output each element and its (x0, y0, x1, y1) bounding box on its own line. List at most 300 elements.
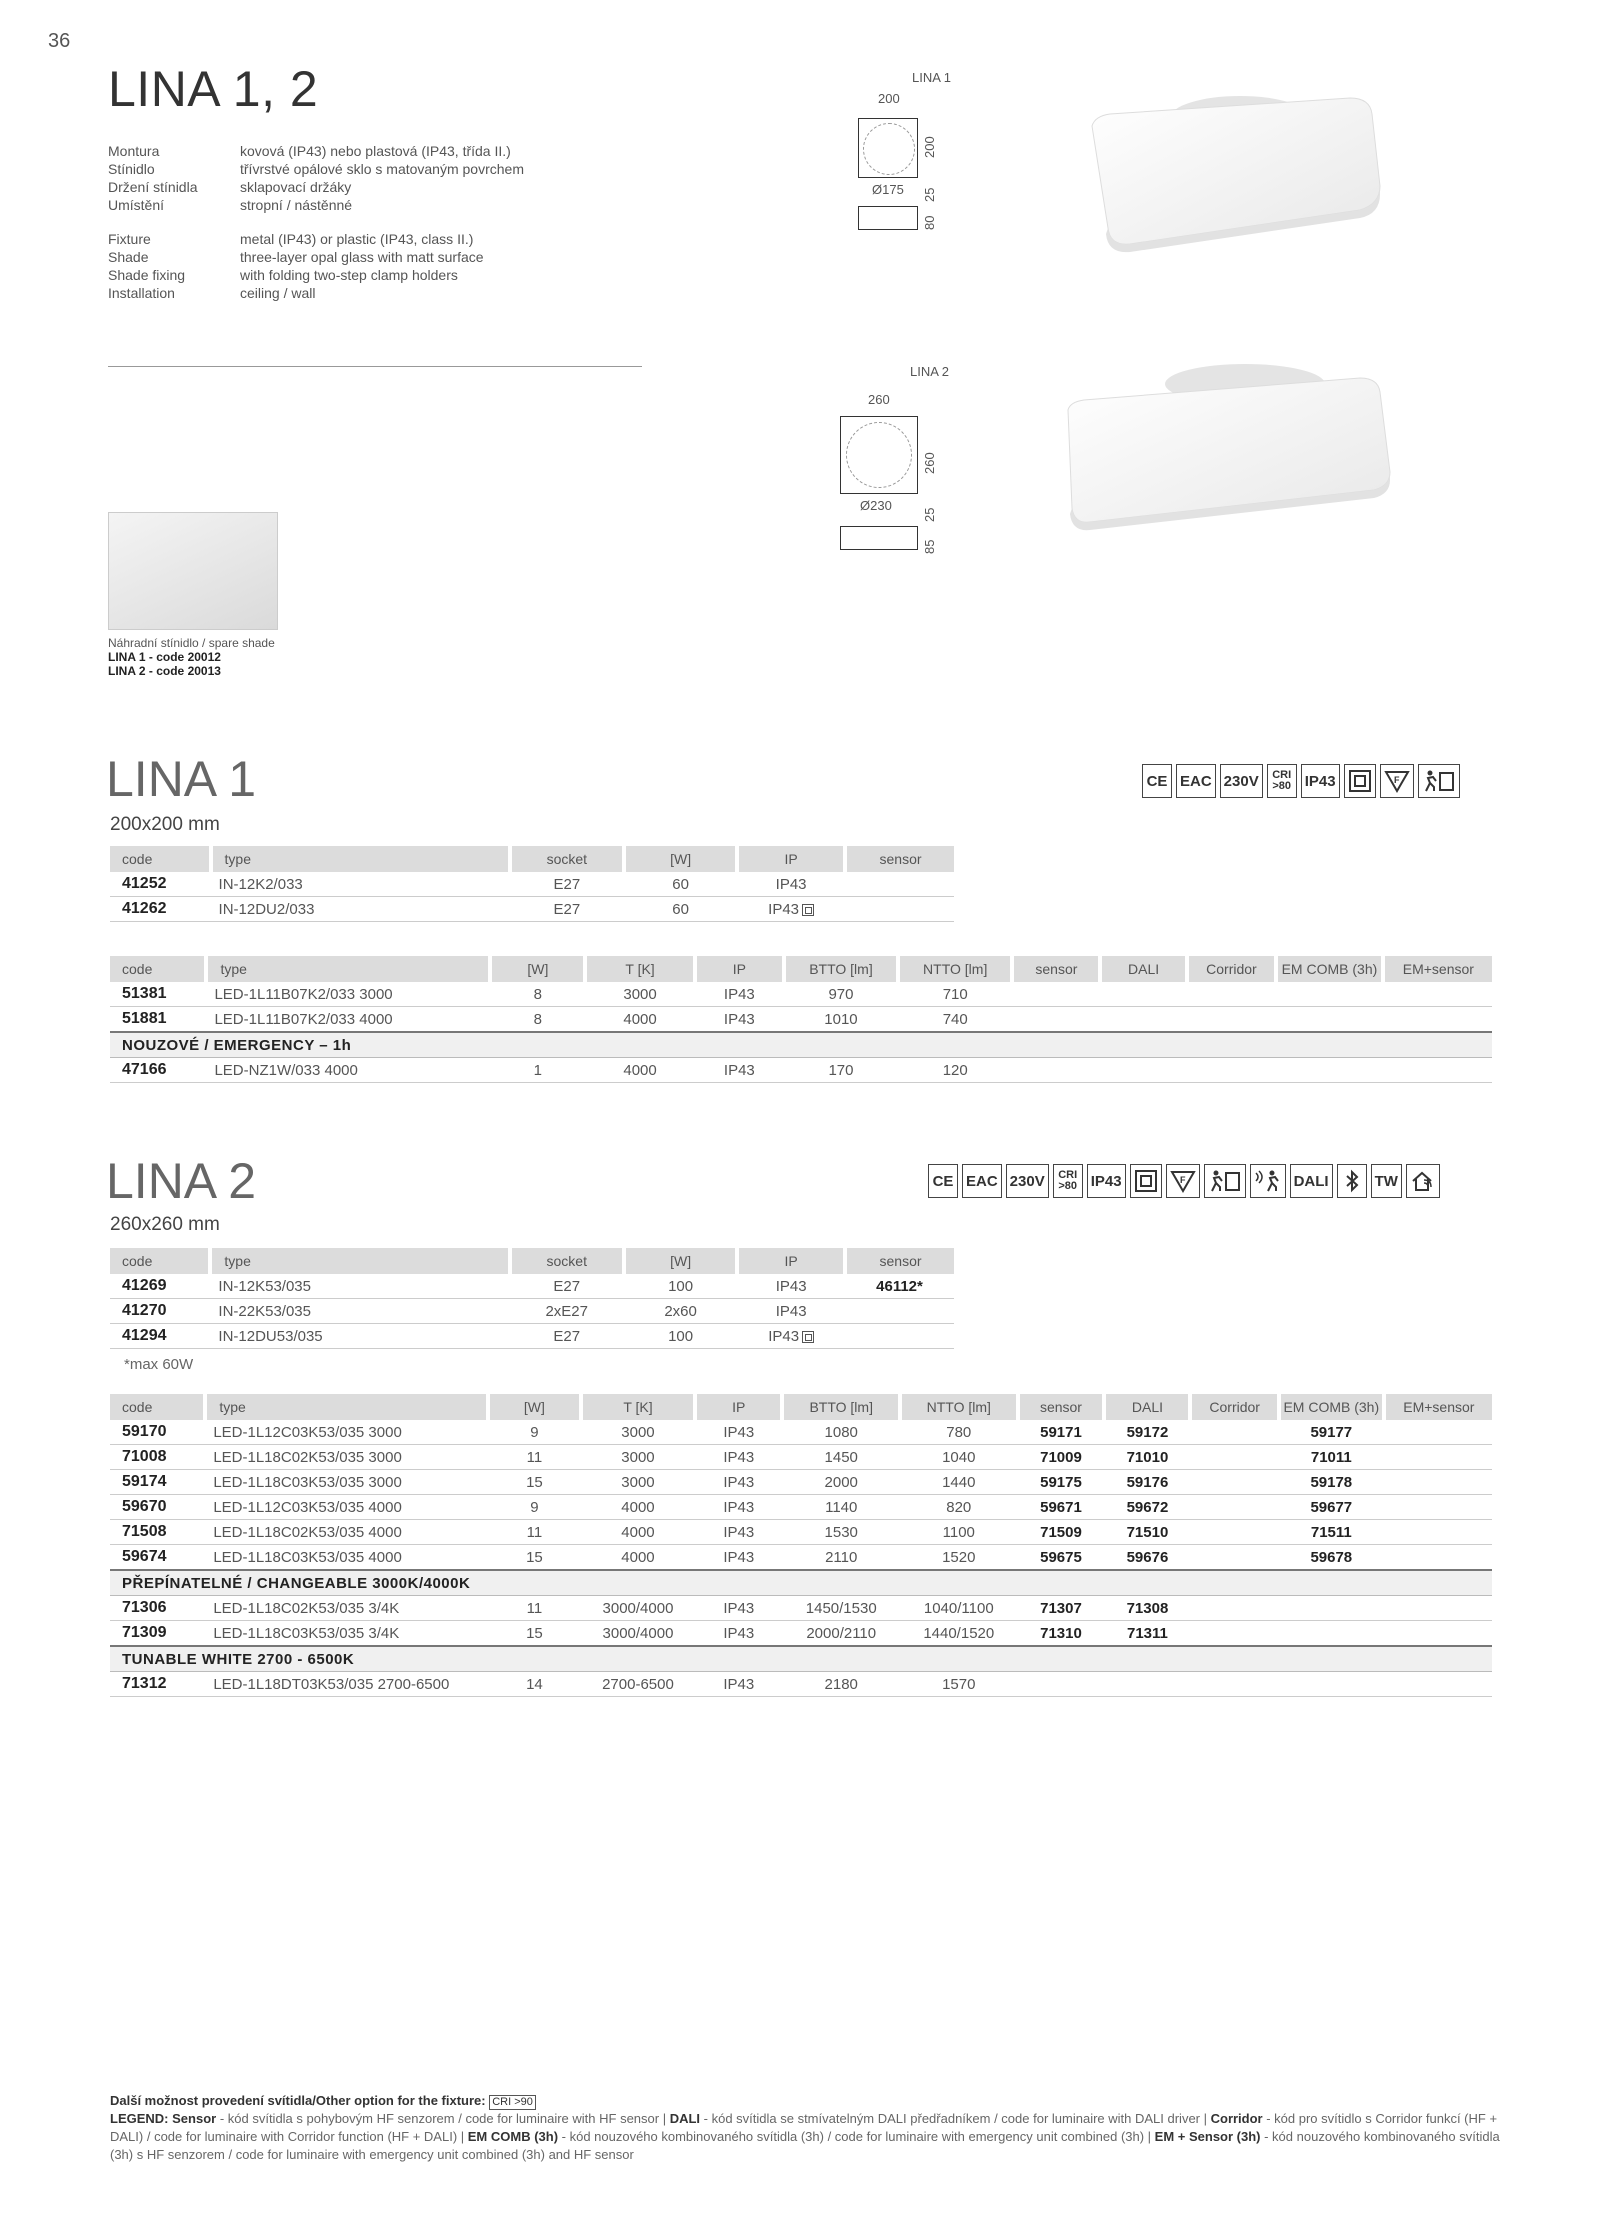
wattage: 60 (624, 897, 737, 922)
column-header: Corridor (1190, 1394, 1278, 1420)
ip-rating: IP43 (737, 897, 845, 922)
product-type: IN-12K53/035 (210, 1274, 509, 1299)
band-label: PŘEPÍNATELNÉ / CHANGEABLE 3000K/4000K (110, 1570, 1492, 1596)
spec-cz-row (108, 142, 524, 160)
column-header: code (110, 1394, 205, 1420)
column-header: BTTO [lm] (784, 956, 898, 982)
lina-1-bulb-table (110, 846, 954, 922)
cri-80-icon: CRI >80 (1267, 764, 1297, 798)
btto-lumen: 1140 (782, 1495, 900, 1520)
em-sensor-code (1384, 1420, 1492, 1445)
product-type: LED-1L18C02K53/035 3/4K (205, 1596, 488, 1621)
spec-cz-key: Držení stínidla (108, 179, 198, 195)
wattage: 8 (490, 982, 585, 1007)
sensor-code (845, 1299, 954, 1324)
dali-code: 71311 (1104, 1621, 1190, 1647)
ntto-lumen: 1100 (900, 1520, 1018, 1545)
ntto-lumen: 740 (898, 1007, 1012, 1033)
wattage: 9 (488, 1420, 581, 1445)
ntto-lumen: 1440/1520 (900, 1621, 1018, 1647)
column-header: sensor (845, 1248, 954, 1274)
em-comb-code (1276, 1058, 1383, 1083)
drawing-width: 260 (868, 392, 890, 407)
ip-rating: IP43 (695, 1470, 782, 1495)
em-comb-code: 71011 (1279, 1445, 1384, 1470)
em-sensor-code (1384, 1445, 1492, 1470)
spec-en-row (108, 230, 524, 248)
f-mark-icon (1166, 1164, 1200, 1198)
wattage: 100 (624, 1324, 737, 1349)
product-type: LED-1L18C03K53/035 3000 (205, 1470, 488, 1495)
spec-en-value: metal (IP43) or plastic (IP43, class II.) (240, 231, 474, 247)
sensor-code: 71009 (1018, 1445, 1105, 1470)
spare-shade-line3: LINA 2 - code 20013 (108, 664, 221, 678)
btto-lumen: 2000 (782, 1470, 900, 1495)
drawing-depth-2: 80 (922, 215, 937, 230)
drawing-depth-1: 25 (922, 507, 937, 522)
ntto-lumen: 1040 (900, 1445, 1018, 1470)
lina-1-title: LINA 1 (106, 751, 257, 807)
legend-ems-label: EM + Sensor (3h) (1154, 2129, 1261, 2144)
dali-code: 71308 (1104, 1596, 1190, 1621)
spec-cz-row (108, 160, 524, 178)
btto-lumen: 170 (784, 1058, 898, 1083)
legend-ems-text: - kód nouzového kombinovaného svítidla (3h) s HF senzorem / code for luminaire with emergency unit combined (3h) and HF sensor (110, 2129, 1500, 2162)
product-type: LED-1L11B07K2/033 4000 (206, 1007, 490, 1033)
product-code: 41262 (110, 897, 211, 922)
lina-1-photo (1080, 86, 1400, 256)
dali-code: 59676 (1104, 1545, 1190, 1571)
wattage: 60 (624, 872, 737, 897)
drawing-height: 260 (922, 452, 937, 474)
color-temperature: 3000/4000 (581, 1621, 695, 1647)
ntto-lumen: 1520 (900, 1545, 1018, 1571)
product-code: 41294 (110, 1324, 210, 1349)
color-temperature: 4000 (581, 1545, 695, 1571)
corridor-code (1190, 1545, 1278, 1571)
lina-2-certification-icons (928, 1164, 1440, 1198)
column-header: [W] (488, 1394, 581, 1420)
ntto-lumen: 820 (900, 1495, 1018, 1520)
em-comb-code (1279, 1621, 1384, 1647)
wattage: 11 (488, 1520, 581, 1545)
sensor-code: 71307 (1018, 1596, 1105, 1621)
em-sensor-code (1384, 1621, 1492, 1647)
ntto-lumen: 710 (898, 982, 1012, 1007)
em-sensor-code (1383, 1058, 1492, 1083)
column-header: [W] (624, 1248, 737, 1274)
product-code: 41252 (110, 872, 211, 897)
product-type: LED-1L12C03K53/035 3000 (205, 1420, 488, 1445)
btto-lumen: 1530 (782, 1520, 900, 1545)
table-header-row (110, 846, 954, 872)
column-header: NTTO [lm] (898, 956, 1012, 982)
table-row (110, 1299, 954, 1324)
specifications (108, 142, 524, 302)
column-header: sensor (1012, 956, 1100, 982)
wattage: 14 (488, 1672, 581, 1697)
section-band (110, 1646, 1492, 1672)
column-header: T [K] (585, 956, 695, 982)
svg-text:F: F (1179, 1175, 1186, 1185)
color-temperature: 3000/4000 (581, 1596, 695, 1621)
lina-1-size: 200x200 mm (110, 814, 220, 835)
sensor-code (845, 897, 954, 922)
wattage: 9 (488, 1495, 581, 1520)
socket: E27 (510, 872, 624, 897)
socket: 2xE27 (510, 1299, 624, 1324)
drawing-label: LINA 1 (912, 70, 952, 85)
emergency-exit-icon (1204, 1164, 1246, 1198)
column-header: EM COMB (3h) (1276, 956, 1383, 982)
column-header: code (110, 956, 206, 982)
page-number: 36 (48, 30, 71, 52)
spare-shade-line2: LINA 1 - code 20012 (108, 650, 221, 664)
spec-en-row (108, 266, 524, 284)
class-ii-icon (1344, 764, 1376, 798)
table-row (110, 872, 954, 897)
ip-rating: IP43 (695, 1672, 782, 1697)
column-header: type (206, 956, 490, 982)
color-temperature: 4000 (585, 1058, 695, 1083)
product-type: LED-1L18DT03K53/035 2700-6500 (205, 1672, 488, 1697)
spare-shade-image (108, 512, 278, 630)
lina-2-bulb-table (110, 1248, 954, 1349)
wattage: 100 (624, 1274, 737, 1299)
corridor-code (1187, 982, 1276, 1007)
wattage: 15 (488, 1545, 581, 1571)
lina-1-certification-icons (1142, 764, 1460, 798)
em-sensor-code (1383, 982, 1492, 1007)
product-type: IN-12K2/033 (211, 872, 510, 897)
column-header: type (205, 1394, 488, 1420)
column-header: socket (510, 1248, 624, 1274)
column-header: IP (695, 1394, 782, 1420)
spec-en-key: Shade (108, 249, 149, 265)
table-header-row (110, 1248, 954, 1274)
ntto-lumen: 780 (900, 1420, 1018, 1445)
color-temperature: 2700-6500 (581, 1672, 695, 1697)
ip-rating: IP43 (695, 1621, 782, 1647)
btto-lumen: 2000/2110 (782, 1621, 900, 1647)
legend-em-label: EM COMB (3h) (467, 2129, 559, 2144)
sensor-code: 46112* (845, 1274, 954, 1299)
product-code: 41269 (110, 1274, 210, 1299)
wattage: 11 (488, 1445, 581, 1470)
table-row (110, 1470, 1492, 1495)
table-row (110, 1545, 1492, 1571)
product-code: 71312 (110, 1672, 205, 1697)
spec-cz-key: Stínidlo (108, 161, 155, 177)
ip-rating: IP43 (695, 1495, 782, 1520)
class-ii-icon (1130, 1164, 1162, 1198)
legend-label: LEGEND: (110, 2111, 169, 2126)
ip-rating: IP43 (695, 1007, 784, 1033)
column-header: IP (695, 956, 784, 982)
230v-icon: 230V (1220, 764, 1263, 798)
sensor-code: 71509 (1018, 1520, 1105, 1545)
column-header: T [K] (581, 1394, 695, 1420)
spec-en-key: Shade fixing (108, 267, 186, 283)
table-row (110, 1420, 1492, 1445)
spec-cz-value: sklapovací držáky (240, 179, 352, 195)
table-row (110, 1324, 954, 1349)
band-label: TUNABLE WHITE 2700 - 6500K (110, 1646, 1492, 1672)
dali-code (1100, 1058, 1186, 1083)
dali-code: 59176 (1104, 1470, 1190, 1495)
ntto-lumen: 1040/1100 (900, 1596, 1018, 1621)
drawing-lina-2 (834, 360, 974, 560)
corridor-code (1190, 1596, 1278, 1621)
product-code: 71309 (110, 1621, 205, 1647)
class-ii-icon (802, 1331, 814, 1343)
product-code: 71008 (110, 1445, 205, 1470)
ip-rating: IP43 (737, 1274, 845, 1299)
ip-rating: IP43 (695, 1520, 782, 1545)
legend (110, 2092, 1500, 2164)
table-row (110, 1672, 1492, 1697)
bluetooth-icon (1337, 1164, 1367, 1198)
column-header: EM COMB (3h) (1279, 1394, 1384, 1420)
ce-icon: CE (1142, 764, 1172, 798)
em-comb-code: 71511 (1279, 1520, 1384, 1545)
wattage: 2x60 (624, 1299, 737, 1324)
drawing-lina-1 (850, 66, 970, 246)
table-header-row (110, 956, 1492, 982)
corridor-code (1190, 1445, 1278, 1470)
column-header: type (211, 846, 510, 872)
btto-lumen: 2180 (782, 1672, 900, 1697)
spec-en-value: three-layer opal glass with matt surface (240, 249, 484, 265)
legend-em-text: - kód nouzového kombinovaného svítidla (3h) / code for luminaire with emergency unit combined (3h) | (558, 2129, 1155, 2144)
em-comb-code: 59678 (1279, 1545, 1384, 1571)
btto-lumen: 2110 (782, 1545, 900, 1571)
table-header-row (110, 1394, 1492, 1420)
sensor-code: 59175 (1018, 1470, 1105, 1495)
ip43-icon: IP43 (1301, 764, 1340, 798)
drawing-depth-1: 25 (922, 187, 937, 202)
table-row (110, 1520, 1492, 1545)
table-row (110, 1058, 1492, 1083)
legend-sensor-label: Sensor (172, 2111, 217, 2126)
legend-corridor-label: Corridor (1210, 2111, 1263, 2126)
lina-1-led-table (110, 956, 1492, 1083)
spec-cz-value: kovová (IP43) nebo plastová (IP43, třída II.) (240, 143, 511, 159)
ip-rating: IP43 (737, 1324, 845, 1349)
dali-code: 71510 (1104, 1520, 1190, 1545)
product-type: LED-1L18C02K53/035 4000 (205, 1520, 488, 1545)
product-type: LED-1L18C02K53/035 3000 (205, 1445, 488, 1470)
table-row (110, 1274, 954, 1299)
column-header: [W] (490, 956, 585, 982)
product-code: 59174 (110, 1470, 205, 1495)
color-temperature: 3000 (581, 1470, 695, 1495)
section-band (110, 1032, 1492, 1058)
sensor-code (845, 1324, 954, 1349)
lina-2-size: 260x260 mm (110, 1214, 220, 1235)
drawing-width: 200 (878, 91, 900, 106)
product-type: IN-22K53/035 (210, 1299, 509, 1324)
product-code: 59670 (110, 1495, 205, 1520)
ip-rating: IP43 (737, 1299, 845, 1324)
ip-rating: IP43 (695, 1545, 782, 1571)
spec-en-value: with folding two-step clamp holders (240, 267, 458, 283)
btto-lumen: 1450 (782, 1445, 900, 1470)
column-header: DALI (1100, 956, 1186, 982)
lina-2-photo (1060, 362, 1410, 532)
spec-cz-value: třívrstvé opálové sklo s matovaným povrchem (240, 161, 524, 177)
spec-en-key: Fixture (108, 231, 151, 247)
column-header: BTTO [lm] (782, 1394, 900, 1420)
em-sensor-code (1384, 1596, 1492, 1621)
spec-en-row (108, 248, 524, 266)
corridor-code (1190, 1672, 1278, 1697)
column-header: type (210, 1248, 509, 1274)
drawing-diameter: Ø175 (872, 182, 904, 197)
divider (108, 366, 642, 367)
column-header: EM+sensor (1383, 956, 1492, 982)
column-header: socket (510, 846, 624, 872)
em-comb-code: 59178 (1279, 1470, 1384, 1495)
table-row (110, 897, 954, 922)
dali-code (1100, 1007, 1186, 1033)
em-comb-code: 59677 (1279, 1495, 1384, 1520)
product-type: LED-1L11B07K2/033 3000 (206, 982, 490, 1007)
product-type: IN-12DU53/035 (210, 1324, 509, 1349)
product-type: IN-12DU2/033 (211, 897, 510, 922)
legend-corridor-text: - kód pro svítidlo s Corridor funkcí (HF + DALI) / code for luminaire with Corridor function (HF + DALI) | (110, 2111, 1498, 2144)
ip43-icon: IP43 (1087, 1164, 1126, 1198)
em-sensor-code (1383, 1007, 1492, 1033)
dali-code (1100, 982, 1186, 1007)
column-header: DALI (1104, 1394, 1190, 1420)
product-code: 71306 (110, 1596, 205, 1621)
corridor-code (1190, 1520, 1278, 1545)
corridor-code (1190, 1420, 1278, 1445)
wattage: 8 (490, 1007, 585, 1033)
socket: E27 (510, 897, 624, 922)
socket: E27 (510, 1274, 624, 1299)
corridor-code (1190, 1470, 1278, 1495)
wattage: 15 (488, 1621, 581, 1647)
table-row (110, 1007, 1492, 1033)
btto-lumen: 970 (784, 982, 898, 1007)
em-sensor-code (1384, 1495, 1492, 1520)
em-sensor-code (1384, 1520, 1492, 1545)
spec-cz-key: Montura (108, 143, 160, 159)
spec-cz-row (108, 196, 524, 214)
cri-90-badge: CRI >90 (489, 2095, 536, 2110)
spare-shade-line1: Náhradní stínidlo / spare shade (108, 636, 275, 650)
corridor-code (1187, 1007, 1276, 1033)
column-header: code (110, 846, 211, 872)
corridor-code (1187, 1058, 1276, 1083)
spare-shade-caption (108, 636, 275, 678)
drawing-height: 200 (922, 136, 937, 158)
ce-icon: CE (928, 1164, 958, 1198)
sensor-code (1012, 982, 1100, 1007)
ntto-lumen: 120 (898, 1058, 1012, 1083)
column-header: code (110, 1248, 210, 1274)
column-header: NTTO [lm] (900, 1394, 1018, 1420)
product-code: 59674 (110, 1545, 205, 1571)
ip-rating: IP43 (695, 1596, 782, 1621)
spec-cz-value: stropní / nástěnné (240, 197, 353, 213)
sensor-code (1018, 1672, 1105, 1697)
table-row (110, 1495, 1492, 1520)
table-row (110, 1445, 1492, 1470)
ntto-lumen: 1440 (900, 1470, 1018, 1495)
btto-lumen: 1450/1530 (782, 1596, 900, 1621)
em-comb-code (1279, 1672, 1384, 1697)
column-header: Corridor (1187, 956, 1276, 982)
dali-code: 59172 (1104, 1420, 1190, 1445)
sensor-code (1012, 1058, 1100, 1083)
section-band (110, 1570, 1492, 1596)
color-temperature: 4000 (581, 1495, 695, 1520)
lina-2-title: LINA 2 (106, 1153, 257, 1209)
sensor-person-icon (1250, 1164, 1286, 1198)
legend-dali-label: DALI (669, 2111, 701, 2126)
sensor-code (1012, 1007, 1100, 1033)
product-type: LED-1L18C03K53/035 3/4K (205, 1621, 488, 1647)
column-header: IP (737, 846, 845, 872)
spec-cz-key: Umístění (108, 197, 165, 213)
page-title: LINA 1, 2 (108, 61, 319, 117)
spec-en-value: ceiling / wall (240, 285, 316, 301)
class-ii-icon (802, 904, 814, 916)
cri-80-icon: CRI >80 (1053, 1164, 1083, 1198)
product-code: 51381 (110, 982, 206, 1007)
smart-home-icon (1406, 1164, 1440, 1198)
ip-rating: IP43 (695, 982, 784, 1007)
drawing-label: LINA 2 (910, 364, 950, 379)
sensor-code: 59171 (1018, 1420, 1105, 1445)
spec-cz-row (108, 178, 524, 196)
table-row (110, 1596, 1492, 1621)
product-type: LED-1L18C03K53/035 4000 (205, 1545, 488, 1571)
f-mark-icon (1380, 764, 1414, 798)
em-comb-code (1279, 1596, 1384, 1621)
legend-dali-text: - kód svítidla se stmívatelným DALI předřadníkem / code for luminaire with DALI driver | (700, 2111, 1211, 2126)
socket: E27 (510, 1324, 624, 1349)
btto-lumen: 1010 (784, 1007, 898, 1033)
product-type: LED-1L12C03K53/035 4000 (205, 1495, 488, 1520)
wattage: 15 (488, 1470, 581, 1495)
product-code: 47166 (110, 1058, 206, 1083)
color-temperature: 3000 (581, 1445, 695, 1470)
spec-en-row (108, 284, 524, 302)
ip-rating: IP43 (695, 1445, 782, 1470)
sensor-code: 59671 (1018, 1495, 1105, 1520)
column-header: sensor (845, 846, 954, 872)
emergency-exit-icon (1418, 764, 1460, 798)
em-sensor-code (1384, 1545, 1492, 1571)
color-temperature: 3000 (581, 1420, 695, 1445)
wattage: 1 (490, 1058, 585, 1083)
dali-code: 71010 (1104, 1445, 1190, 1470)
table-row (110, 982, 1492, 1007)
svg-text:F: F (1393, 775, 1400, 785)
em-comb-code (1276, 1007, 1383, 1033)
corridor-code (1190, 1495, 1278, 1520)
legend-sensor-text: - kód svítidla s pohybovým HF senzorem / code for luminaire with HF sensor | (216, 2111, 670, 2126)
em-sensor-code (1384, 1672, 1492, 1697)
max-wattage-note: *max 60W (124, 1356, 194, 1373)
color-temperature: 4000 (581, 1520, 695, 1545)
dali-code (1104, 1672, 1190, 1697)
dali-code: 59672 (1104, 1495, 1190, 1520)
